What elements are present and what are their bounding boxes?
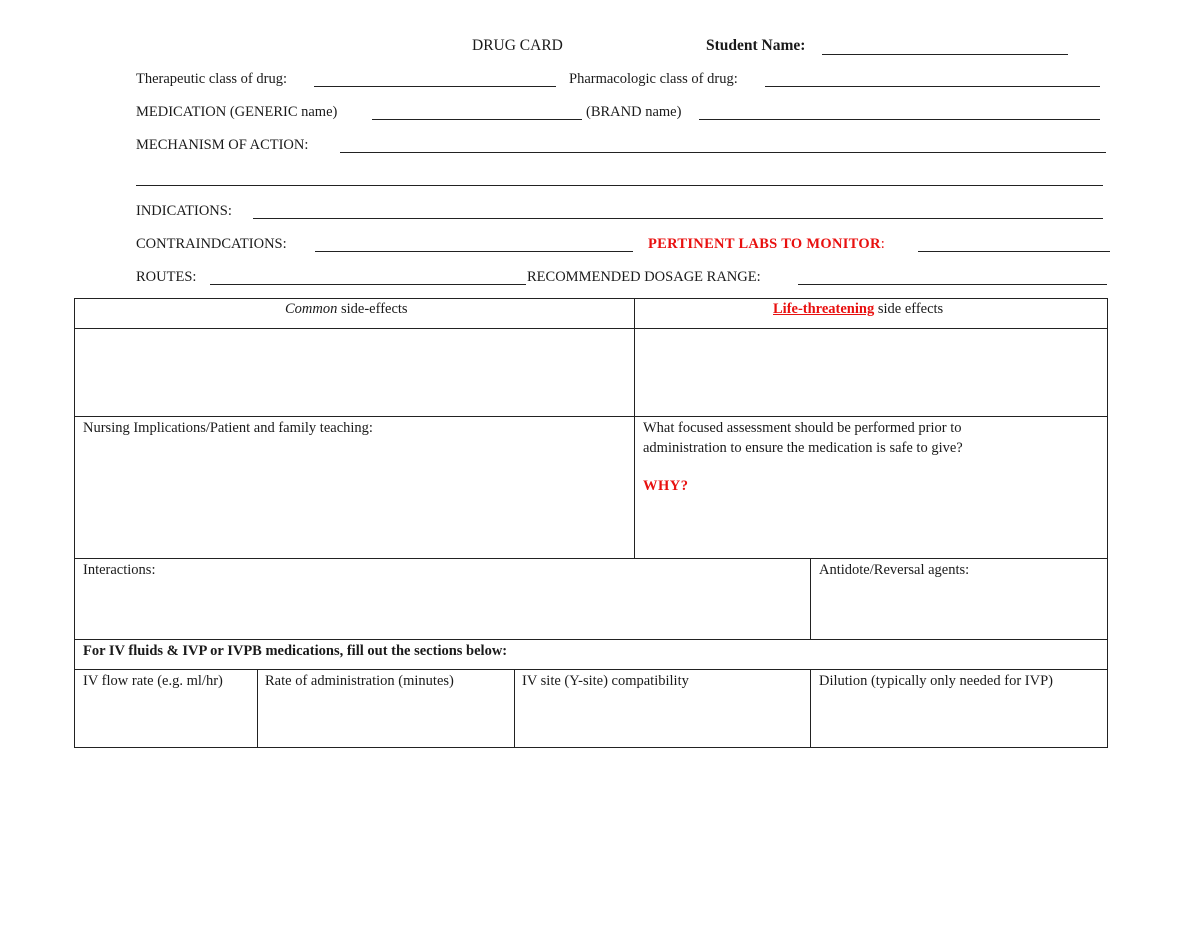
mechanism-of-action-label: MECHANISM OF ACTION: <box>136 137 309 153</box>
page-title: DRUG CARD <box>472 37 563 54</box>
common-side-effects-header <box>285 300 408 319</box>
table-divider <box>74 639 1108 640</box>
focused-assessment-cell[interactable] <box>636 500 1106 556</box>
recommended-dosage-label: RECOMMENDED DOSAGE RANGE: <box>527 269 761 285</box>
mechanism-of-action-field-line2[interactable] <box>136 185 1103 186</box>
table-divider <box>74 669 1108 670</box>
dilution-cell[interactable] <box>812 693 1106 745</box>
life-threatening-side-effects-cell[interactable] <box>636 330 1106 415</box>
nursing-implications-label: Nursing Implications/Patient and family teaching: <box>83 420 373 436</box>
table-divider <box>810 669 811 747</box>
rate-of-administration-label: Rate of administration (minutes) <box>265 673 454 689</box>
life-threatening-rest-text: side effects <box>874 301 944 317</box>
pertinent-labs-field[interactable] <box>918 251 1110 252</box>
table-divider <box>514 669 515 747</box>
medication-generic-label: MEDICATION (GENERIC name) <box>136 104 338 120</box>
medication-generic-field[interactable] <box>372 119 582 120</box>
common-italic-text: Common <box>285 301 338 317</box>
antidote-cell[interactable] <box>812 582 1106 638</box>
routes-field[interactable] <box>210 284 526 285</box>
mechanism-of-action-field[interactable] <box>340 152 1106 153</box>
table-divider <box>634 298 635 558</box>
indications-label: INDICATIONS: <box>136 203 232 219</box>
pertinent-labs-label <box>648 235 885 253</box>
therapeutic-class-label: Therapeutic class of drug: <box>136 71 287 87</box>
table-divider <box>74 328 1108 329</box>
nursing-implications-cell[interactable] <box>76 440 632 556</box>
routes-label: ROUTES: <box>136 269 197 285</box>
focused-assessment-line1: What focused assessment should be performed prior to <box>643 420 962 436</box>
life-threatening-text: Life-threatening <box>773 301 875 317</box>
brand-name-label: (BRAND name) <box>586 104 682 120</box>
pharmacologic-class-label: Pharmacologic class of drug: <box>569 71 738 87</box>
table-divider <box>74 558 1108 559</box>
pertinent-labs-colon: : <box>880 236 886 252</box>
life-threatening-side-effects-header <box>773 300 943 319</box>
pertinent-labs-text: PERTINENT LABS TO MONITOR <box>648 236 881 252</box>
iv-flow-rate-label: IV flow rate (e.g. ml/hr) <box>83 673 223 689</box>
pharmacologic-class-field[interactable] <box>765 86 1100 87</box>
student-name-label: Student Name: <box>706 37 806 54</box>
common-side-effects-cell[interactable] <box>76 330 632 415</box>
recommended-dosage-field[interactable] <box>798 284 1107 285</box>
interactions-label: Interactions: <box>83 562 156 578</box>
therapeutic-class-field[interactable] <box>314 86 556 87</box>
iv-flow-rate-cell[interactable] <box>76 693 255 745</box>
why-label: WHY? <box>643 478 689 494</box>
common-rest-text: side-effects <box>337 301 408 317</box>
rate-of-administration-cell[interactable] <box>259 693 512 745</box>
antidote-label: Antidote/Reversal agents: <box>819 562 970 578</box>
iv-site-compatibility-label: IV site (Y-site) compatibility <box>522 673 689 689</box>
iv-site-compatibility-cell[interactable] <box>516 693 808 745</box>
table-divider <box>257 669 258 747</box>
contraindications-label: CONTRAINDCATIONS: <box>136 236 287 252</box>
brand-name-field[interactable] <box>699 119 1100 120</box>
iv-section-heading: For IV fluids & IVP or IVPB medications, fill out the sections below: <box>83 643 508 659</box>
interactions-cell[interactable] <box>76 582 808 638</box>
focused-assessment-line2: administration to ensure the medication is safe to give? <box>643 440 963 456</box>
table-divider <box>74 416 1108 417</box>
dilution-label: Dilution (typically only needed for IVP) <box>819 673 1053 689</box>
indications-field[interactable] <box>253 218 1103 219</box>
student-name-field[interactable] <box>822 54 1068 55</box>
contraindications-field[interactable] <box>315 251 633 252</box>
table-divider <box>810 558 811 639</box>
